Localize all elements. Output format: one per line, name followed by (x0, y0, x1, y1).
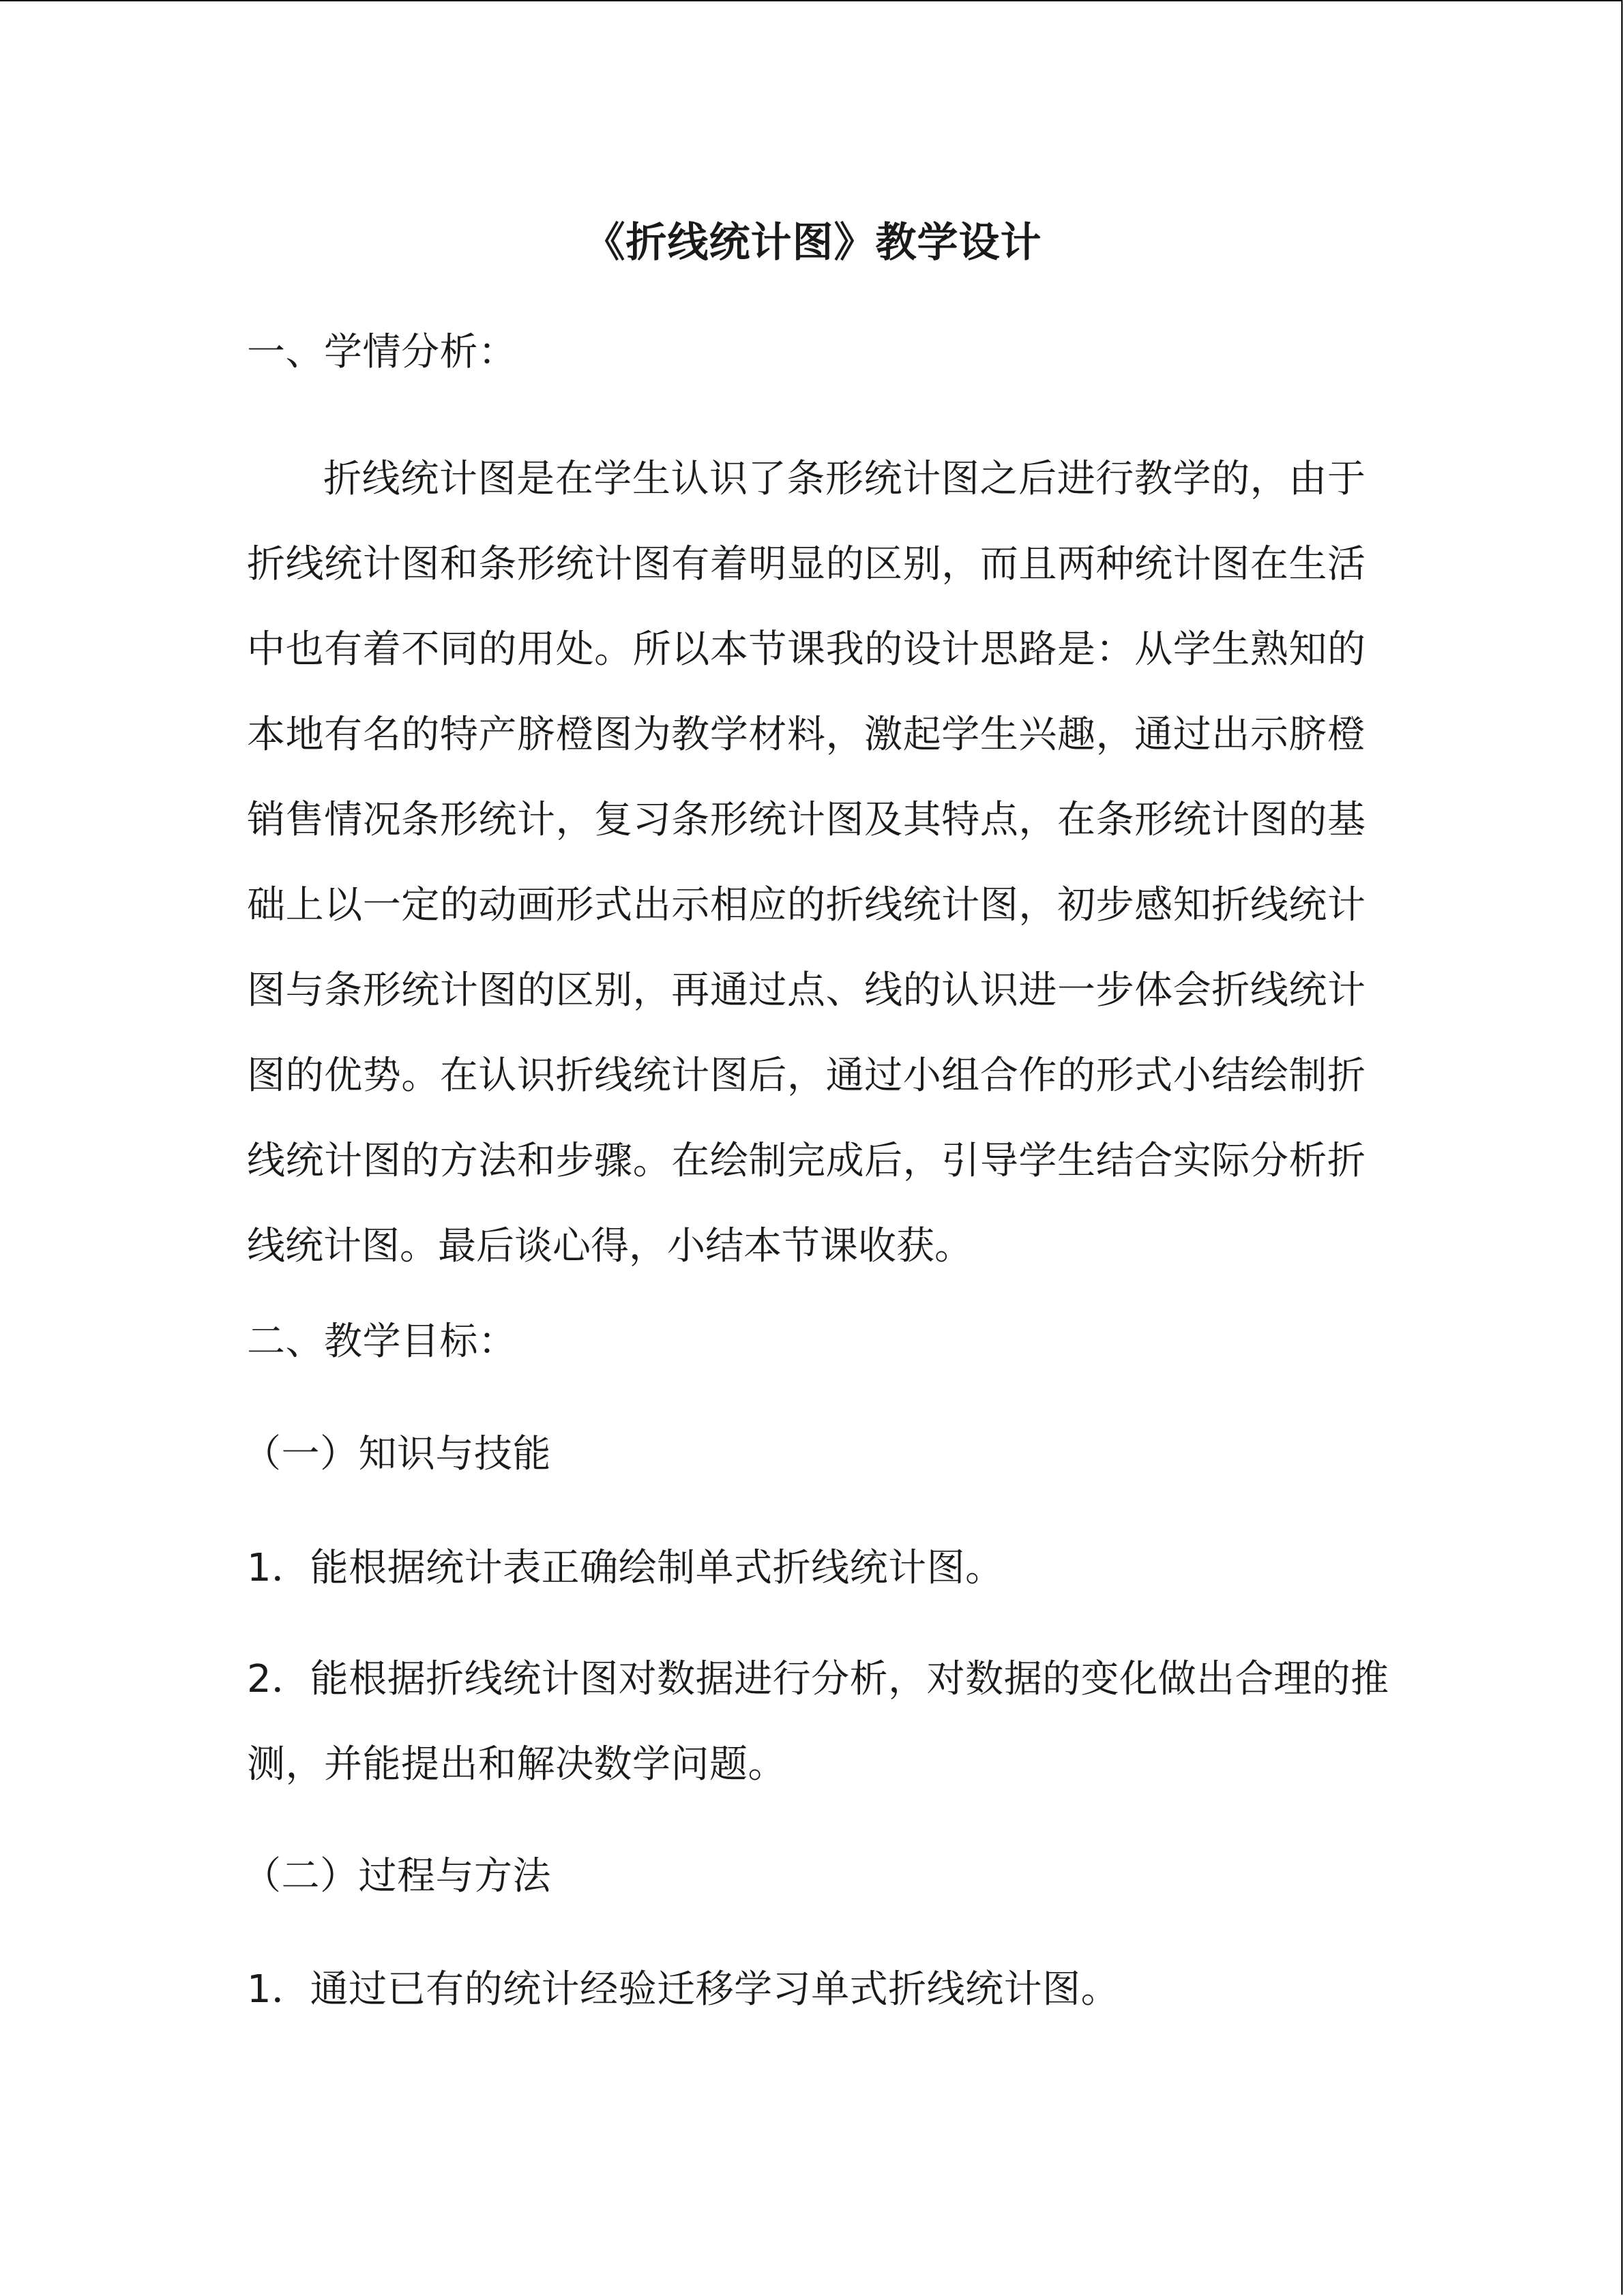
objective-item: 1．能根据统计表正确绘制单式折线统计图。 (247, 1546, 1004, 1590)
section-heading-analysis: 一、学情分析： (247, 330, 517, 374)
subsection-heading-knowledge: （一）知识与技能 (243, 1432, 551, 1476)
analysis-paragraph: 折线统计图是在学生认识了条形统计图之后进行教学的，由于折线统计图和条形统计图有着明显的区别，而且两种统计图在生活中也有着不同的用处。所以本节课我的设计思路是：从学生熟知的本地有名的特产脐橙图为教学材料，激起学生兴趣，通过出示脐橙销售情况条形统计，复习条形统计图及其特点，在条形统计图的基础上以一定的动画形式出示相应的折线统计图，初步感知折线统计图与条形统计图的区别，再通过点、线的认识进一步体会折线统计图的优势。在认识折线统计图后，通过小组合作的形式小结绘制折线统计图的方法和步骤。在绘制完成后，引导学生结合实际分析折线统计图。最后谈心得，小结本节课收获。 (247, 457, 1365, 1268)
document-title: 《折线统计图》教学设计 (584, 219, 1042, 267)
subsection-heading-process: （二）过程与方法 (243, 1854, 551, 1898)
objective-item: 1．通过已有的统计经验迁移学习单式折线统计图。 (247, 1967, 1120, 2012)
objective-item: 2．能根据折线统计图对数据进行分析，对数据的变化做出合理的推 (247, 1657, 1389, 1701)
section-heading-objectives: 二、教学目标： (247, 1320, 517, 1364)
objective-item-continuation: 测，并能提出和解决数学问题。 (247, 1742, 786, 1787)
